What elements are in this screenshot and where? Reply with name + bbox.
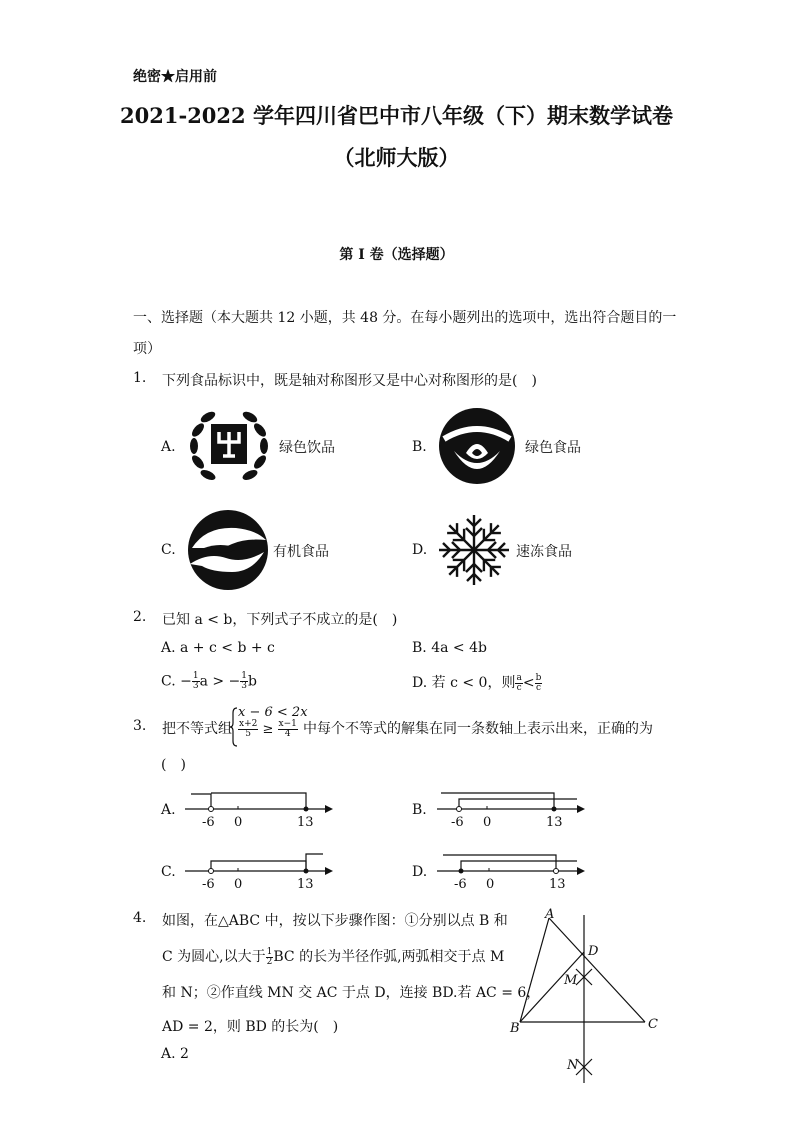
q4-line-2: [162, 946, 504, 967]
q2-text: 已知 a < b，下列式子不成立的是( ): [162, 612, 398, 628]
section-instructions: 一、选择题（本大题共 12 小题，共 48 分。在每小题列出的选项中，选出符合题目的一: [133, 310, 677, 326]
q2-c-prefix: C. −: [161, 673, 192, 690]
q2-option-b[interactable]: B. 4a < 4b: [412, 640, 487, 656]
q3-frac1-den: 5: [245, 729, 252, 739]
q3-geq: ≥: [262, 722, 274, 737]
q4-point-d: D: [588, 944, 599, 959]
q4-half-num: 1: [266, 946, 273, 957]
q2-d-frac2-num: b: [535, 672, 542, 683]
q3-pre: 把不等式组: [162, 721, 232, 737]
q1-option-d-letter[interactable]: D.: [412, 542, 428, 558]
q3-frac2-num: x−1: [278, 719, 297, 729]
q1-option-c-letter[interactable]: C.: [161, 542, 176, 558]
q4-point-b: B: [510, 1021, 520, 1036]
q3-frac2: [278, 720, 298, 739]
q3-inequality-1: x − 6 < 2x: [238, 705, 308, 720]
q2-c-middle: a > −: [199, 673, 241, 690]
q2-c-frac1: [192, 672, 200, 691]
organic-food-logo-icon: [186, 508, 270, 592]
q3-post: 中每个不等式的解集在同一条数轴上表示出来，正确的为: [303, 721, 653, 737]
q4-line-4: AD = 2，则 BD 的长为( ): [162, 1019, 339, 1035]
q2-c-frac1-den: 3: [192, 681, 199, 691]
q2-d-prefix: D. 若 c < 0，则: [412, 675, 516, 691]
q3-c-tick-0: 0: [234, 877, 243, 892]
q3-a-tick-13: 13: [297, 815, 314, 830]
exam-title: 2021-2022 学年四川省巴中市八年级（下）期末数学试卷: [120, 103, 673, 128]
q2-c-frac1-num: 1: [192, 671, 199, 681]
q2-number: 2.: [133, 609, 147, 625]
q2-d-lt: <: [522, 675, 535, 691]
q3-a-tick-0: 0: [234, 815, 243, 830]
exam-subtitle: （北师大版）: [333, 145, 460, 170]
q3-option-a-letter[interactable]: A.: [161, 802, 176, 818]
q2-d-frac2: [535, 674, 543, 693]
q2-c-frac2: [240, 672, 248, 691]
q1-option-a-label: 绿色饮品: [279, 440, 335, 456]
green-drink-logo-icon: [186, 402, 272, 488]
q1-text: 下列食品标识中，既是轴对称图形又是中心对称图形的是( ): [162, 373, 537, 389]
q2-option-d[interactable]: [412, 672, 542, 693]
q3-c-tick-neg6: -6: [202, 877, 215, 892]
q1-option-b-label: 绿色食品: [525, 440, 581, 456]
q2-d-frac1-num: a: [516, 672, 522, 683]
q1-option-b-letter[interactable]: B.: [412, 439, 427, 455]
q4-triangle-figure: [500, 905, 670, 1090]
snowflake-logo-icon: [436, 512, 512, 588]
q1-option-d-label: 速冻食品: [516, 544, 572, 560]
q2-d-frac1-den: c: [516, 682, 522, 693]
q3-option-c-letter[interactable]: C.: [161, 864, 176, 880]
volume-heading: 第 I 卷（选择题）: [339, 247, 454, 263]
q3-d-tick-neg6: -6: [454, 877, 467, 892]
q4-number: 4.: [133, 910, 147, 926]
q2-d-frac1: [515, 674, 522, 693]
q3-c-tick-13: 13: [297, 877, 314, 892]
q4-half-den: 2: [266, 956, 273, 967]
q2-c-frac2-den: 3: [241, 681, 248, 691]
q4-option-a[interactable]: A. 2: [161, 1046, 189, 1062]
q3-a-tick-neg6: -6: [202, 815, 215, 830]
q2-option-c[interactable]: [161, 672, 257, 691]
q3-option-b-letter[interactable]: B.: [412, 802, 427, 818]
q4-point-c: C: [648, 1017, 658, 1032]
q2-c-frac2-num: 1: [241, 671, 248, 681]
q3-b-tick-0: 0: [483, 815, 492, 830]
q3-d-tick-13: 13: [549, 877, 566, 892]
q1-number: 1.: [133, 370, 147, 386]
secret-label: 绝密★启用前: [133, 69, 217, 85]
q2-option-a[interactable]: A. a + c < b + c: [161, 640, 275, 656]
q3-option-d-letter[interactable]: D.: [412, 864, 428, 880]
q3-number: 3.: [133, 718, 147, 734]
q1-option-c-label: 有机食品: [273, 544, 329, 560]
q3-paren: ( ): [161, 757, 186, 773]
q3-inequality-2: [238, 720, 298, 739]
green-food-logo-icon: [436, 405, 518, 487]
q4-point-a: A: [545, 907, 555, 922]
q4-line-3: 和 N；②作直线 MN 交 AC 于点 D，连接 BD.若 AC = 6，: [162, 985, 541, 1001]
q3-d-tick-0: 0: [486, 877, 495, 892]
q4-point-n: N: [567, 1058, 579, 1073]
q4-point-m: M: [564, 973, 578, 988]
q3-b-tick-neg6: -6: [451, 815, 464, 830]
q1-option-a-letter[interactable]: A.: [161, 439, 176, 455]
q4-line-2a: C 为圆心,以大于: [162, 949, 266, 965]
q3-frac2-den: 4: [284, 729, 291, 739]
q3-brace-icon: [230, 707, 238, 747]
q3-b-tick-13: 13: [546, 815, 563, 830]
q4-line-2b: BC 的长为半径作弧,两弧相交于点 M: [273, 949, 505, 965]
q3-frac1: [238, 720, 258, 739]
q4-line-1: 如图，在△ABC 中，按以下步骤作图：①分别以点 B 和: [162, 913, 508, 929]
q3-frac1-num: x+2: [239, 719, 258, 729]
section-instructions-cont: 项）: [133, 341, 161, 357]
q2-c-suffix: b: [248, 673, 257, 690]
q2-d-frac2-den: c: [535, 682, 541, 693]
